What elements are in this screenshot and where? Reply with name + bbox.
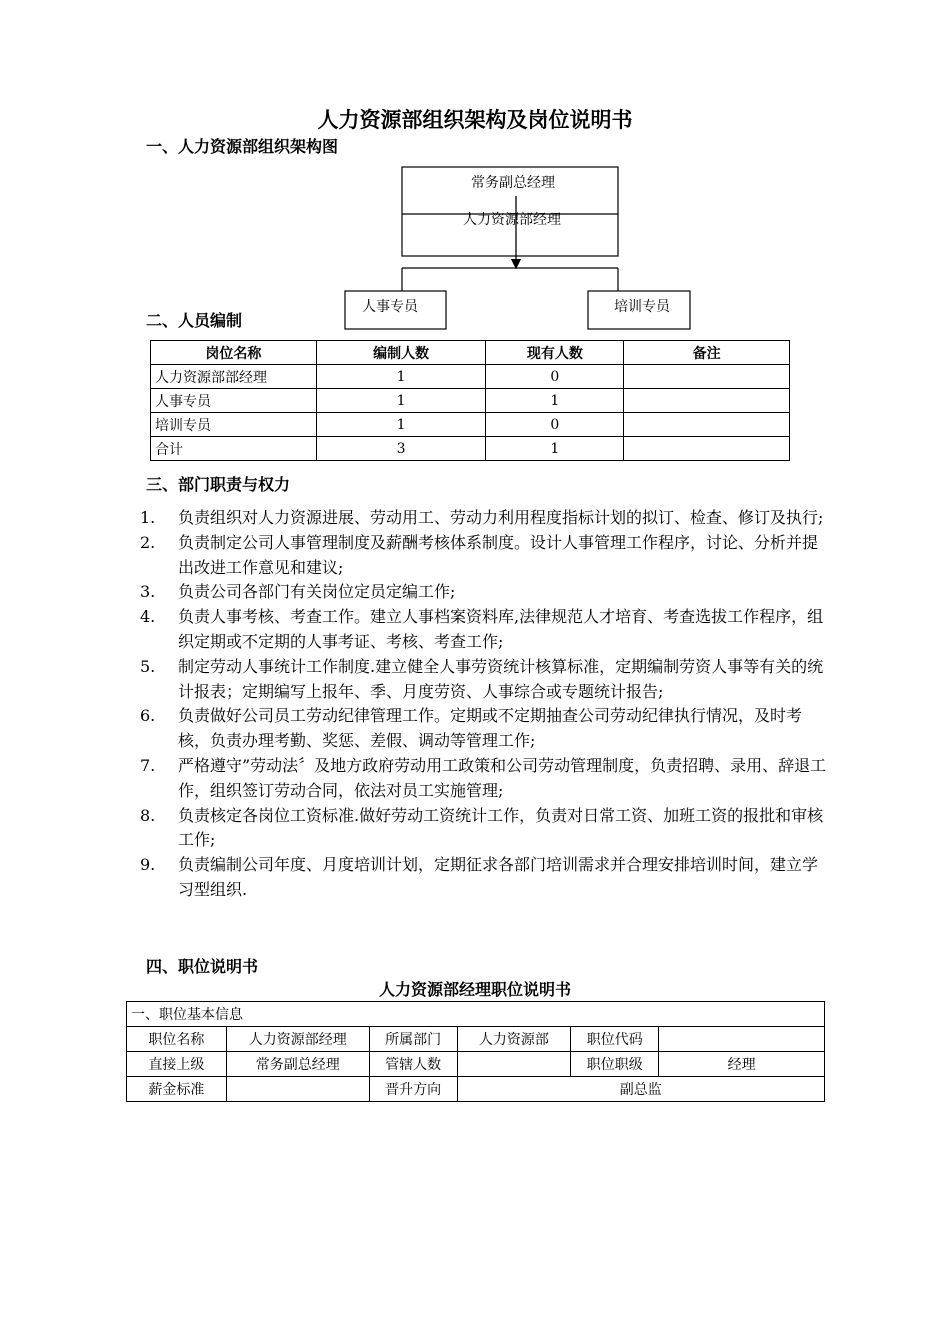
- list-text: 负责组织对人力资源进展、劳动用工、劳动力利用程度指标计划的拟订、检查、修订及执行;: [178, 508, 824, 527]
- list-number: 3.: [140, 582, 156, 602]
- duties-list: [140, 506, 830, 903]
- label-promotion: 晋升方向: [369, 1077, 457, 1102]
- cell-current: 0: [486, 413, 624, 437]
- list-text: 严格遵守”劳动法〞及地方政府劳动用工政策和公司劳动管理制度，负责招聘、录用、辞退工作，组织签订劳动合同，依法对员工实施管理;: [178, 755, 827, 800]
- job-description-title: 人力资源部经理职位说明书: [378, 980, 571, 999]
- cell-current: 1: [486, 437, 624, 461]
- list-text: 负责公司各部门有关岗位定员定编工作;: [178, 582, 456, 602]
- table-row: [127, 1077, 825, 1102]
- cell-current: 1: [486, 389, 624, 413]
- list-text: 负责做好公司员工劳动纪律管理工作。定期或不定期抽查公司劳动纪律执行情况，及时考核，负责办理考勤、奖惩、差假、调动等管理工作;: [178, 706, 803, 751]
- cell-planned: 1: [316, 389, 486, 413]
- value-department: 人力资源部: [457, 1027, 571, 1052]
- cell-note: [624, 413, 790, 437]
- section-staffing-heading: 二、人员编制: [146, 311, 243, 330]
- cell-current: 0: [486, 365, 624, 389]
- label-position-level: 职位职级: [571, 1052, 659, 1077]
- staffing-header-row: [151, 341, 790, 365]
- value-salary: [226, 1077, 369, 1102]
- value-subordinates: [457, 1052, 571, 1077]
- list-text: 负责人事考核、考查工作。建立人事档案资料库,法律规范人才培育、考查选拔工作程序，组织定期或不定期的人事考证、考核、考查工作;: [178, 607, 824, 651]
- table-row: [151, 389, 790, 413]
- list-item: [140, 605, 830, 655]
- org-chart: [0, 0, 950, 340]
- section-duties-heading: 三、部门职责与权力: [146, 475, 291, 494]
- staffing-table: [150, 340, 790, 461]
- cell-note: [624, 437, 790, 461]
- list-text: 制定劳动人事统计工作制度.建立健全人事劳资统计核算标准，定期编制劳资人事等有关的统计报表；定期编写上报年、季、月度劳资、人事综合或专题统计报告;: [178, 656, 824, 701]
- document-title: 人力资源部组织架构及岗位说明书: [317, 108, 633, 132]
- table-row: [151, 413, 790, 437]
- section-org-chart-heading: 一、人力资源部组织架构图: [146, 137, 339, 156]
- label-position-name: 职位名称: [127, 1027, 227, 1052]
- org-label-manager: 人力资源部经理: [463, 212, 561, 228]
- header-current: 现有人数: [486, 341, 624, 365]
- org-label-hr-specialist: 人事专员: [362, 299, 418, 315]
- cell-planned: 1: [316, 365, 486, 389]
- list-item: [140, 804, 830, 854]
- list-text: 负责制定公司人事管理制度及薪酬考核体系制度。设计人事管理工作程序，讨论、分析并提出改进工作意见和建议;: [178, 532, 819, 577]
- header-note: 备注: [624, 341, 790, 365]
- table-row: [127, 1027, 825, 1052]
- list-number: 8.: [140, 805, 156, 825]
- list-item: [140, 754, 830, 804]
- section-job-description-heading: 四、职位说明书: [146, 957, 259, 976]
- list-item: [140, 853, 830, 903]
- cell-position: 人事专员: [151, 389, 317, 413]
- list-item: [140, 531, 830, 581]
- list-item: [140, 580, 830, 605]
- label-department: 所属部门: [369, 1027, 457, 1052]
- cell-position: 培训专员: [151, 413, 317, 437]
- org-label-executive-vp: 常务副总经理: [471, 175, 555, 191]
- cell-position: 合计: [151, 437, 317, 461]
- table-row: [151, 365, 790, 389]
- header-position: 岗位名称: [151, 341, 317, 365]
- table-row: [127, 1052, 825, 1077]
- list-number: 9.: [140, 855, 156, 875]
- cell-planned: 3: [316, 437, 486, 461]
- list-item: [140, 704, 830, 754]
- list-number: 4.: [140, 607, 156, 627]
- job-section-row: [127, 1002, 825, 1027]
- cell-planned: 1: [316, 413, 486, 437]
- list-text: 负责核定各岗位工资标准.做好劳动工资统计工作，负责对日常工资、加班工资的报批和审核工作;: [178, 805, 824, 850]
- list-text: 负责编制公司年度、月度培训计划，定期征求各部门培训需求并合理安排培训时间，建立学习型组织.: [178, 855, 819, 899]
- label-position-code: 职位代码: [571, 1027, 659, 1052]
- value-position-name: 人力资源部经理: [226, 1027, 369, 1052]
- cell-position: 人力资源部部经理: [151, 365, 317, 389]
- value-position-code: [659, 1027, 825, 1052]
- value-direct-superior: 常务副总经理: [226, 1052, 369, 1077]
- list-number: 2.: [140, 532, 156, 552]
- label-direct-superior: 直接上级: [127, 1052, 227, 1077]
- label-salary: 薪金标准: [127, 1077, 227, 1102]
- list-number: 6.: [140, 706, 156, 726]
- list-item: [140, 655, 830, 705]
- list-number: 5.: [140, 656, 156, 676]
- job-section-label: 一、职位基本信息: [127, 1002, 825, 1027]
- list-number: 1.: [140, 508, 156, 527]
- value-position-level: 经理: [659, 1052, 825, 1077]
- job-info-table: [126, 1001, 825, 1102]
- list-number: 7.: [140, 755, 156, 775]
- table-row-total: [151, 437, 790, 461]
- org-label-training-specialist: 培训专员: [614, 299, 670, 315]
- list-item: [140, 506, 830, 531]
- cell-note: [624, 365, 790, 389]
- value-promotion: 副总监: [457, 1077, 824, 1102]
- cell-note: [624, 389, 790, 413]
- header-planned: 编制人数: [316, 341, 486, 365]
- label-subordinates: 管辖人数: [369, 1052, 457, 1077]
